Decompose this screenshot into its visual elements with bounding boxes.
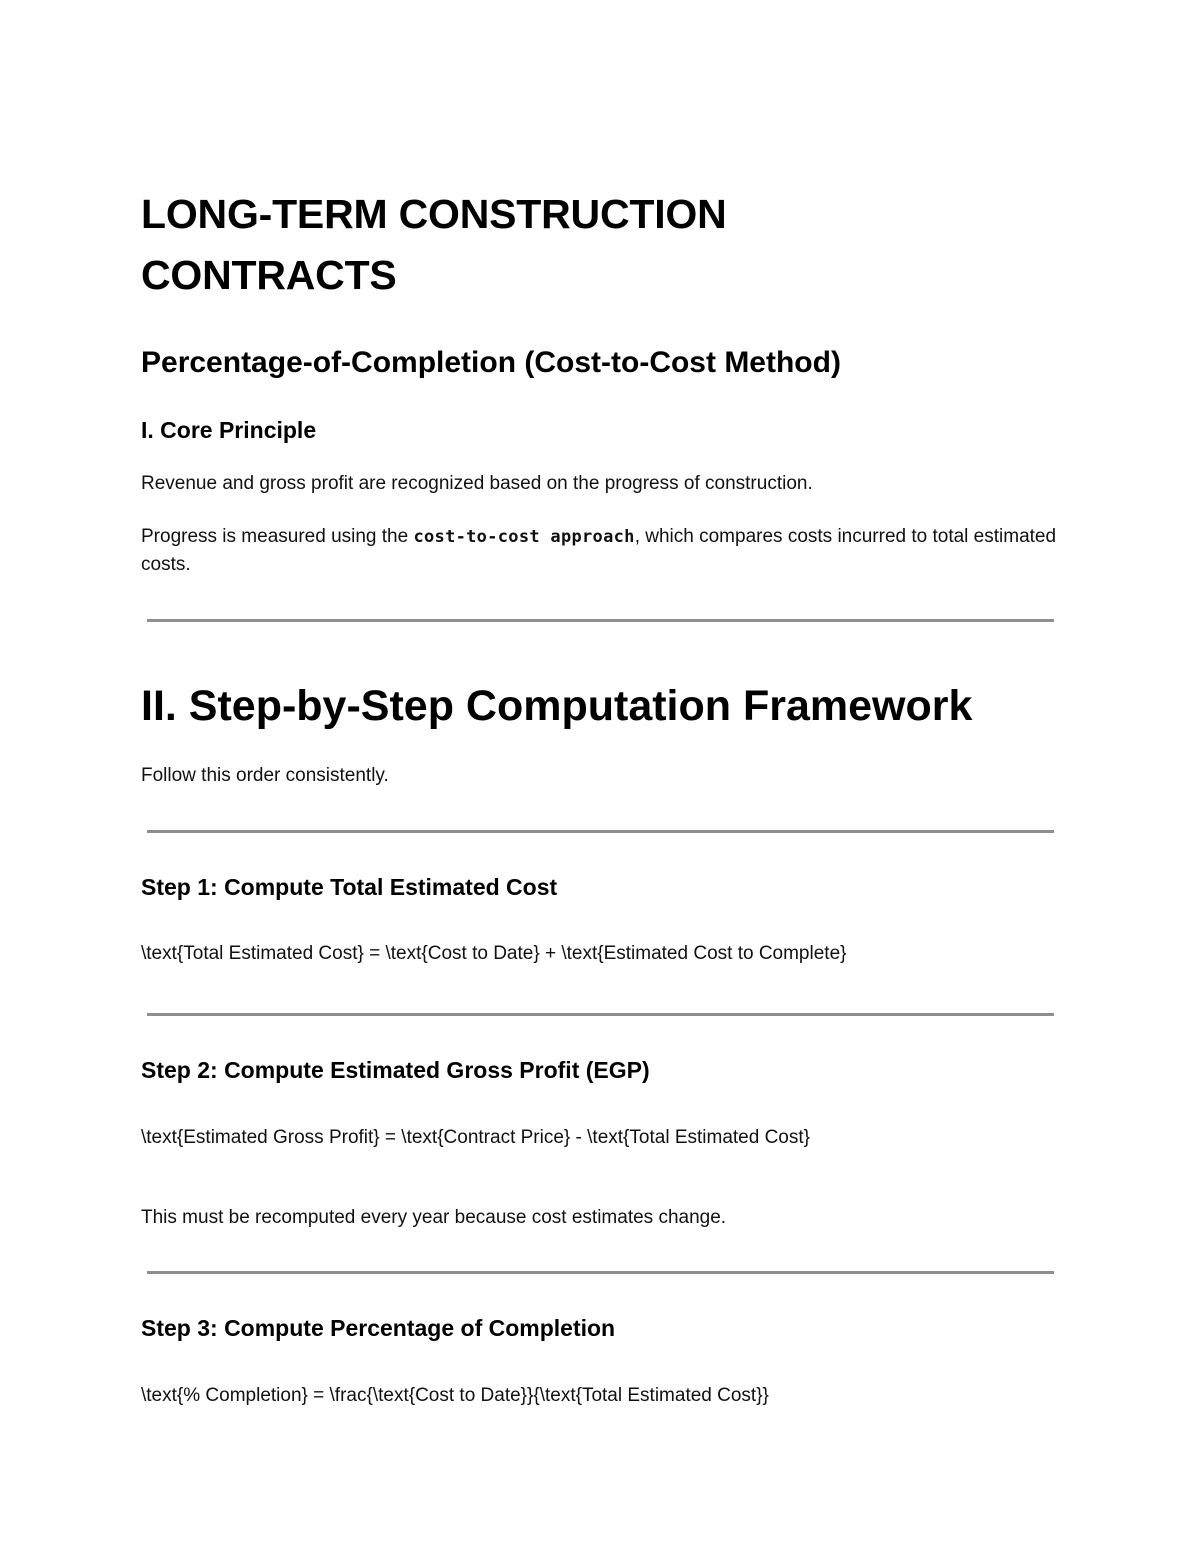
divider-3 <box>147 1013 1054 1016</box>
step-3-formula: \text{% Completion} = \frac{\text{Cost to Date}}{\text{Total Estimated Cost}} <box>141 1385 769 1406</box>
paragraph-2-text-end: , which compares costs incurred to total estimated costs. <box>141 526 1057 575</box>
step-1-heading: Step 1: Compute Total Estimated Cost <box>141 874 558 900</box>
emphasis-cost-to-cost-approach: cost-to-cost approach <box>413 527 635 547</box>
document-title-line-2: CONTRACTS <box>141 252 397 298</box>
document-subtitle: Percentage-of-Completion (Cost-to-Cost Method) <box>141 346 841 379</box>
divider-2 <box>147 830 1054 833</box>
section-2-heading: II. Step-by-Step Computation Framework <box>141 682 973 730</box>
step-2-note: This must be recomputed every year because cost estimates change. <box>141 1207 727 1228</box>
section-1-heading: I. Core Principle <box>141 417 317 443</box>
document-title-line-1: LONG-TERM CONSTRUCTION <box>141 191 727 237</box>
section-1-paragraph-1: Revenue and gross profit are recognized based on the progress of construction. <box>141 473 813 494</box>
section-2-intro: Follow this order consistently. <box>141 765 389 786</box>
section-1-paragraph-2 <box>141 523 1071 579</box>
divider-4 <box>147 1271 1054 1274</box>
paragraph-2-text-start: Progress is measured using the <box>141 526 414 547</box>
step-1-formula: \text{Total Estimated Cost} = \text{Cost to Date} + \text{Estimated Cost to Complete} <box>141 943 847 964</box>
step-2-heading: Step 2: Compute Estimated Gross Profit (EGP) <box>141 1057 650 1083</box>
step-3-heading: Step 3: Compute Percentage of Completion <box>141 1315 616 1341</box>
divider-1 <box>147 619 1054 622</box>
step-2-formula: \text{Estimated Gross Profit} = \text{Contract Price} - \text{Total Estimated Cost} <box>141 1127 810 1148</box>
